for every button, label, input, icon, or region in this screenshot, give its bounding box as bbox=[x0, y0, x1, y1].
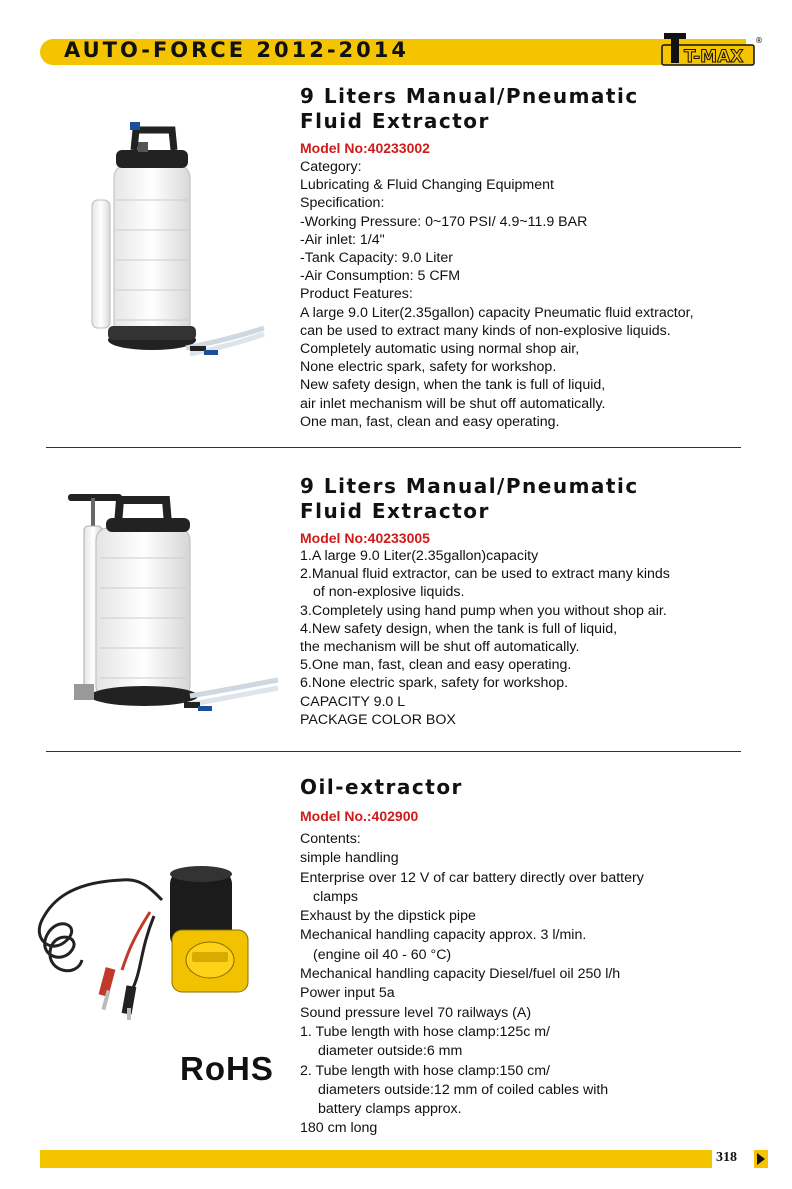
logo-text: T-MAX bbox=[684, 47, 744, 67]
desc-line: diameter outside:6 mm bbox=[318, 1043, 463, 1060]
desc-line: 1. Tube length with hose clamp:125c m/ bbox=[300, 1023, 550, 1040]
product-1-model: Model No:40233002 bbox=[300, 140, 430, 156]
desc-line: 5.One man, fast, clean and easy operating. bbox=[300, 657, 572, 674]
desc-line: Lubricating & Fluid Changing Equipment bbox=[300, 177, 554, 194]
desc-line: CAPACITY 9.0 L bbox=[300, 693, 406, 710]
next-arrow-icon bbox=[754, 1150, 768, 1168]
desc-line: 1.A large 9.0 Liter(2.35gallon)capacity bbox=[300, 548, 539, 564]
logo-registered-mark: ® bbox=[755, 36, 763, 45]
desc-line: Power input 5a bbox=[300, 985, 395, 1002]
desc-line: Specification: bbox=[300, 195, 385, 212]
desc-line: A large 9.0 Liter(2.35gallon) capacity Pneumatic fluid extractor, bbox=[300, 304, 694, 321]
desc-line: (engine oil 40 - 60 °C) bbox=[313, 946, 452, 963]
desc-line: air inlet mechanism will be shut off automatically. bbox=[300, 395, 606, 412]
product-2-description bbox=[300, 547, 760, 729]
product-1-title-line: Fluid Extractor bbox=[300, 109, 490, 133]
desc-line: Mechanical handling capacity Diesel/fuel oil 250 l/h bbox=[300, 966, 621, 983]
desc-line: None electric spark, safety for workshop. bbox=[300, 359, 557, 376]
desc-line: Sound pressure level 70 railways (A) bbox=[300, 1004, 532, 1021]
desc-line: 6.None electric spark, safety for workshop. bbox=[300, 675, 569, 692]
desc-line: can be used to extract many kinds of non-explosive liquids. bbox=[300, 322, 671, 339]
desc-line: diameters outside:12 mm of coiled cables with bbox=[318, 1081, 609, 1098]
footer-yellow-bar bbox=[40, 1150, 712, 1168]
section-divider bbox=[46, 447, 741, 448]
desc-line: One man, fast, clean and easy operating. bbox=[300, 413, 560, 430]
desc-line: -Tank Capacity: 9.0 Liter bbox=[300, 250, 453, 267]
product-3-description bbox=[300, 830, 760, 1139]
desc-line: simple handling bbox=[300, 850, 399, 867]
product-1-description bbox=[300, 158, 760, 431]
product-2-title-line: 9 Liters Manual/Pneumatic bbox=[300, 474, 639, 498]
rohs-badge: RoHS bbox=[180, 1050, 274, 1087]
header-title: AUTO-FORCE 2012-2014 bbox=[64, 38, 409, 62]
desc-line: of non-explosive liquids. bbox=[313, 584, 465, 601]
section-divider bbox=[46, 751, 741, 752]
product-3-title bbox=[300, 775, 750, 800]
desc-line: 4.New safety design, when the tank is full of liquid, bbox=[300, 620, 618, 637]
page-number: 318 bbox=[716, 1150, 737, 1165]
header-banner bbox=[40, 36, 763, 67]
footer-bar bbox=[40, 1150, 768, 1168]
desc-line: clamps bbox=[313, 888, 358, 905]
desc-line: Mechanical handling capacity approx. 3 l/min. bbox=[300, 927, 587, 944]
pneumatic-extractor-image bbox=[86, 120, 268, 360]
desc-line: Contents: bbox=[300, 831, 361, 847]
desc-line: Category: bbox=[300, 159, 362, 175]
desc-line: 2. Tube length with hose clamp:150 cm/ bbox=[300, 1062, 550, 1079]
desc-line: Exhaust by the dipstick pipe bbox=[300, 908, 476, 925]
desc-line: Product Features: bbox=[300, 286, 413, 303]
product-1-title-line: 9 Liters Manual/Pneumatic bbox=[300, 84, 639, 108]
desc-line: PACKAGE COLOR BOX bbox=[300, 711, 456, 728]
desc-line: Completely automatic using normal shop air, bbox=[300, 341, 580, 358]
product-2-model: Model No:40233005 bbox=[300, 530, 430, 546]
product-3-title-line: Oil-extractor bbox=[300, 775, 463, 799]
desc-line: New safety design, when the tank is full of liquid, bbox=[300, 377, 606, 394]
manual-extractor-image bbox=[66, 488, 280, 720]
desc-line: Enterprise over 12 V of car battery directly over battery bbox=[300, 869, 644, 886]
desc-line: 2.Manual fluid extractor, can be used to extract many kinds bbox=[300, 566, 670, 583]
tmax-logo bbox=[660, 31, 764, 67]
product-1-title bbox=[300, 84, 750, 134]
desc-line: -Air inlet: 1/4" bbox=[300, 231, 385, 248]
desc-line: 3.Completely using hand pump when you without shop air. bbox=[300, 602, 667, 619]
desc-line: battery clamps approx. bbox=[318, 1101, 462, 1118]
product-2-title bbox=[300, 474, 750, 524]
product-2-title-line: Fluid Extractor bbox=[300, 499, 490, 523]
oil-extractor-pump-image bbox=[32, 860, 272, 1020]
desc-line: -Air Consumption: 5 CFM bbox=[300, 268, 461, 285]
desc-line: the mechanism will be shut off automatically. bbox=[300, 639, 580, 656]
desc-line: -Working Pressure: 0~170 PSI/ 4.9~11.9 BAR bbox=[300, 213, 588, 230]
product-3-model: Model No.:402900 bbox=[300, 808, 419, 824]
desc-line: 180 cm long bbox=[300, 1120, 378, 1137]
